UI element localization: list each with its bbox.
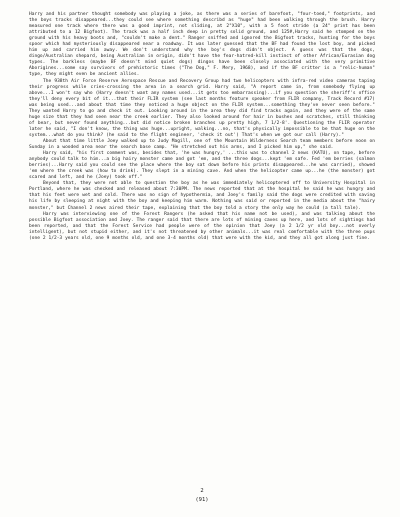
paragraph-3: About that time little Joey walked up to Judy Magill, one of the Mountain Wilderness Search team members before noon on Sunday in a wooded area near the search base camp. "He stretched out his arms, and I picked him up," she said.	[29, 138, 375, 151]
document-page	[29, 12, 375, 517]
paragraph-4: Harry said, "his first comment was, besides that, 'he was hungry,' ...this was to channel 2 news (KATU), on tape, before anybody could talk to him...a big hairy monster came and got 'em, and the three dogs...kept 'em safe. Fed 'em berries (salmon berries)...Harry said you could see the place where the boy sat down before his prints disappeared...he was carried), showed 'em where the creek was (how to drink). They slept in a mining cave. And when the helicopter came up...he (the monster) got scared and left, and he (Joey) took off."	[29, 151, 375, 181]
footer-mark: (91)	[195, 497, 209, 503]
paragraph-2: The 938th Air Force Reserve Aerospace Rescue and Recovery Group had two helicopters with infra-red video cameras taping their progress while cries-crossing the area in a search grid. Harry said, "A report came in, from somebody flying up above...I won't say who (Harry doesn't want any names used...it gets too embarrassing)...if you question the sheriff's office they'll deny every bit of it...that their FLIR system (see last months feature speaker from FLIR company, Track Record #17) was being used...and about that time they noticed a huge object on the FLIR system...something they've never seen before." They wanted Harry to go and check it out. Looking around in the area they did find tracks again, and they were of the same huge size that they had seen near the creek earlier. They also looked around for hair in bushes and scratches, still thinking of bear, but never found anything...but did notice broken branches up pretty high, 7 1/2-8'. Questioning the FLIR operator later he said, "I don't know, the thing was huge...upright, walking...no, that's physically impossible to be that huge on the system...what do you think? (he said to the flight engineer, 'check it out') That's when we got our call (Harry)."	[29, 78, 375, 138]
paragraph-1: Harry and his partner thought somebody was playing a joke, as there was a series of barefoot, "four-toed," footprints, and the boys tracks disappeared...they could see where something describd as "huge" had been walking through the brush. Harry measured one track where there was a good imprint, not sliding, at 2"X10", with a 5 foot stride (a 24" print has been attributed to a 12 Bigfoot). The track was a half inch deep in pretty solid ground, and 125#,Harry said he stomped on the ground with his heavy boots and, "couldn't make a dent." Ranger sniffed and ignored the Bigfoot tracks, hunting for the boys spoor which had mysteriously disappeared near a roadway. It was later guessed that the BF had found the lost boy, and picked him up and carried him away. We don't understand why the boy's dogs didn't object. A guess was that the dogs, dingo/Australian shepard, being Australian in origin, didn't have the fear-hatred-kill instinct of other African/Eurasian dog types. The barkless (maybe BF doesn't mind quiet dogs) dingos have been closely associated with the very primitive Aborigines...some say survivors of prehistoric times ("The Dog," F. Mery, 1968), and if the BF critter is a "relic-human" type, they might even be ancient allies.	[29, 12, 375, 78]
paragraph-6: Harry was interviewing one of the Forest Rangers (he asked that his name not be used), and was talking about the possible Bigfoot association and Joey. The ranger said that there are lots of mining caves up here, and lots of sightings had been reported, and that the Forest Service had people were of the opinion that Joey (a 2 1/2 yr old boy...not overly intelligent), but not stupid either, and it's not threatened by other animals...it was real comfortable with the three pups (one 2 1/2-3 years old, one 9 months old, and one 3-4 months old) that were with the kid, and they all got along just fine.	[29, 211, 375, 241]
body-text	[29, 12, 375, 242]
page-number: 2	[200, 488, 204, 494]
paragraph-5: Beyond that, they were not able to question the boy as he was immediately helicoptered off to University Hospital in Portland, where he was checked and released about 7:30PM. The news reported that at the hospital he said he was hungry and that his feet were wet and cold. There was no sign of hypothermia, and Joey's family said the dogs were credited with saving his life by sleeping at night with the boy and keeping him warm. Nothing was said or reported in the media about the "hairy monster," but Channel 2 news aired their tape, explaining that the boy told a story the only way he could (a tall tale).	[29, 181, 375, 211]
